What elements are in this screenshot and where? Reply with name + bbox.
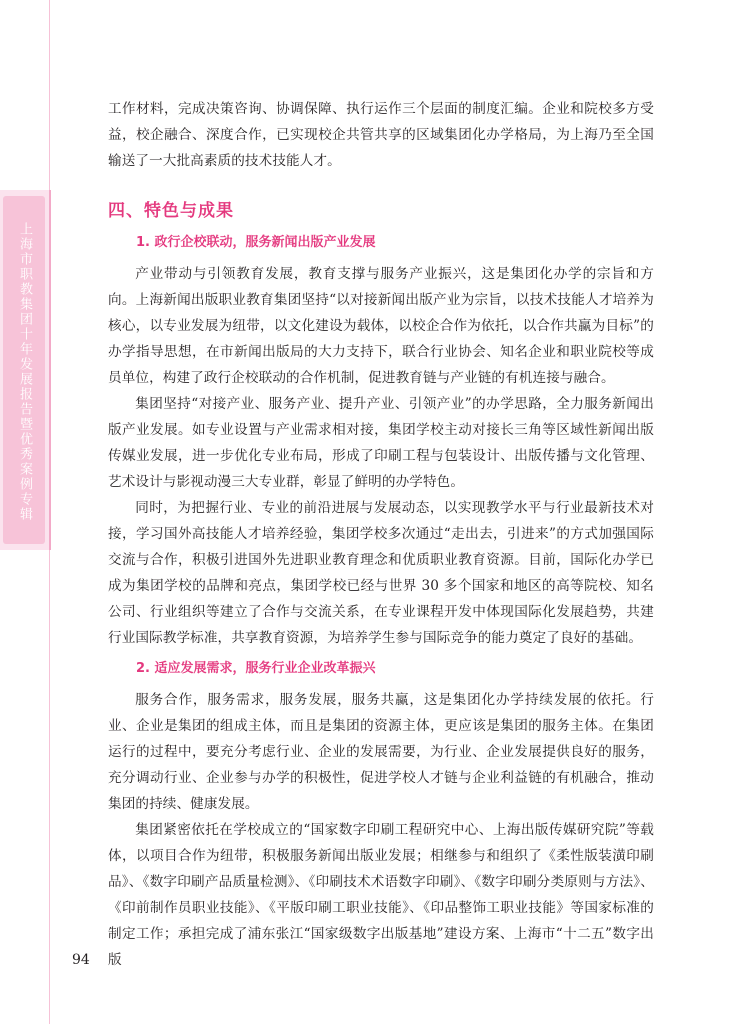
paragraph: 产业带动与引领教育发展，教育支撑与服务产业振兴，这是集团化办学的宗旨和方向。上海新闻出版职业教育集团坚持“以对接新闻出版产业为宗旨，以技术技能人才培养为核心，以专业发展为纽带，以文化建设为载体，以校企合作为依托，以合作共赢为目标”的办学指导思想，在市新闻出版局的大力支持下，联合行业协会、知名企业和职业院校等成员单位，构建了政行企校联动的合作机制，促进教育链与产业链的有机连接与融合。 [108,266,654,386]
paragraph: 服务合作，服务需求，服务发展，服务共赢，这是集团化办学持续发展的依托。行业、企业是集团的组成主体，而且是集团的资源主体，更应该是集团的服务主体。在集团运行的过程中，要充分考虑行业、企业的发展需要，为行业、企业发展提供良好的服务，充分调动行业、企业参与办学的积极性，促进学校人才链与企业利益链的有机融合，推动集团的持续、健康发展。 [108,692,654,812]
paragraph: 同时，为把握行业、专业的前沿进展与发展动态，以实现教学水平与行业最新技术对接，学习国外高技能人才培养经验，集团学校多次通过“走出去，引进来”的方式加强国际交流与合作，积极引进国外先进职业教育理念和优质职业教育资源。目前，国际化办学已成为集团学校的品牌和亮点，集团学校已经与世界 30 多个国家和地区的高等院校、知名公司、行业组织等建立了合作与交流关系，在专业课程开发中体现国际化发展趋势，共建行业国际教学标准，共享教育资源，为培养学生参与国际竞争的能力奠定了良好的基础。 [108,500,654,646]
section-title: 四、特色与成果 [108,201,234,221]
paragraph: 集团坚持“对接产业、服务产业、提升产业、引领产业”的办学思路，全力服务新闻出版产业发展。如专业设置与产业需求相对接，集团学校主动对接长三角等区域性新闻出版传媒业发展，进一步优化专业布局，形成了印刷工程与包装设计、出版传播与文化管理、艺术设计与影视动漫三大专业群，彰显了鲜明的办学特色。 [108,396,654,490]
intro-paragraph: 工作材料，完成决策咨询、协调保障、执行运作三个层面的制度汇编。企业和院校多方受益，校企融合、深度合作，已实现校企共管共享的区域集团化办学格局，为上海乃至全国输送了一大批高素质的技术技能人才。 [108,101,654,169]
margin-rule-bottom [49,550,50,1024]
page-number: 94 [72,952,90,968]
page-content [108,96,654,973]
side-label: 上海市职教集团十年发展报告暨优秀案例专辑 [17,222,32,522]
subsection-2-title: 2. 适应发展需求，服务行业企业改革振兴 [136,661,376,676]
subsection-1-title: 1. 政行企校联动，服务新闻出版产业发展 [136,235,376,250]
paragraph: 集团紧密依托在学校成立的“国家数字印刷工程研究中心、上海出版传媒研究院”等载体，以项目合作为纽带，积极服务新闻出版业发展；相继参与和组织了《柔性版装潢印刷品》、《数字印刷产品质量检测》、《印刷技术术语数字印刷》、《数字印刷分类原则与方法》、《印前制作员职业技能》、《平版印刷工职业技能》、《印品整饰工职业技能》等国家标准的制定工作；承担完成了浦东张江“国家级数字出版基地”建设方案、上海市“十二五”数字出版 [108,822,654,968]
margin-rule-top [49,0,50,190]
